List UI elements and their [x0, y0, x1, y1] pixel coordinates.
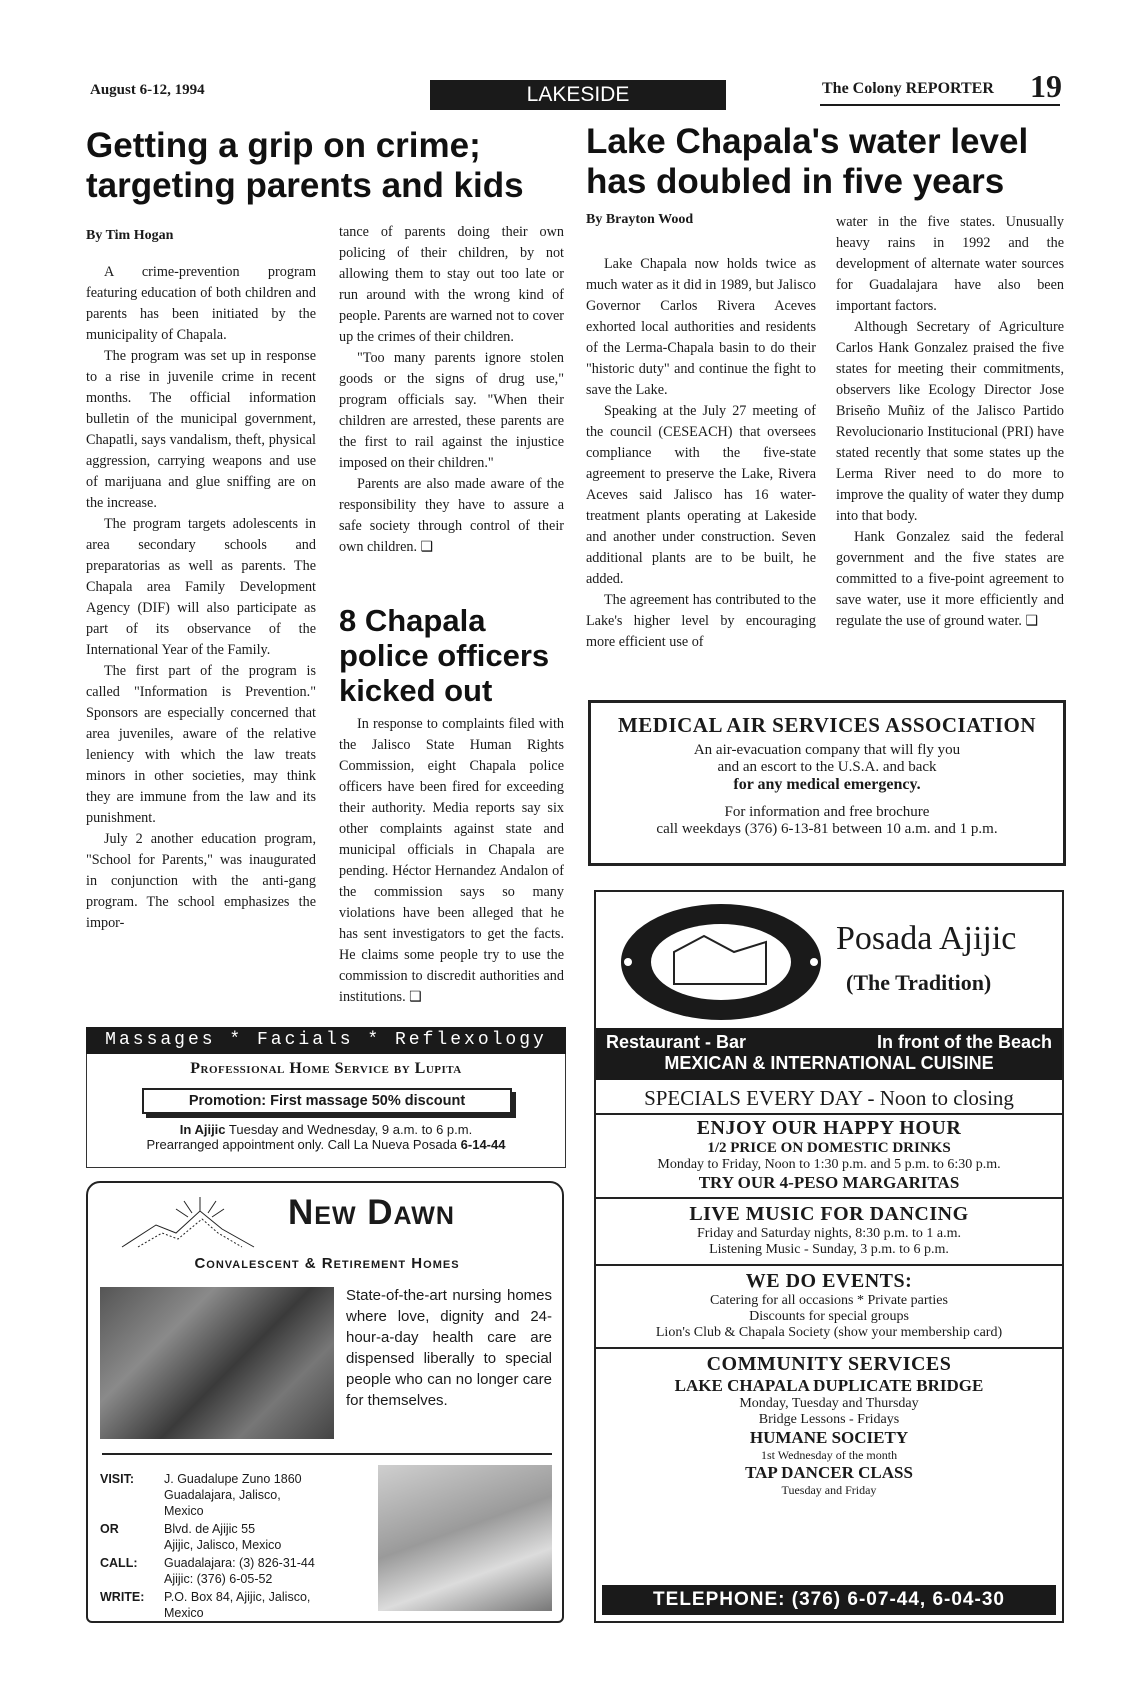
- massage-ad-phone: 6-14-44: [460, 1137, 506, 1152]
- massage-ad-booking: [87, 1137, 565, 1152]
- lake-column-2: [836, 212, 1064, 632]
- section-line: TAP DANCER CLASS: [745, 1463, 913, 1482]
- contact-label: OR: [100, 1522, 119, 1536]
- paragraph: Although Secretary of Agriculture Carlos Hank Gonzalez praised the five states for meeting their commitments, observers like Ecology Director Jose Briseño Muñiz of the Jalisco Partido Revolucionario Institucional (PRI) have stated recently that some states up the Lerma River need to do more to improve the quality of water they dump into that body.: [836, 319, 1064, 524]
- section-line: Discounts for special groups: [749, 1309, 909, 1324]
- contact-label: WRITE:: [100, 1590, 145, 1604]
- newspaper-name: The Colony REPORTER: [822, 80, 994, 97]
- section-title: ENJOY OUR HAPPY HOUR: [696, 1117, 962, 1139]
- paragraph: tance of parents doing their own policing of their children, by not allowing them to stay out too late or run around with the wrong kind of people. Parents are warned not to cover up the crimes of their children.: [339, 224, 564, 345]
- section-line: TRY OUR 4-PESO MARGARITAS: [698, 1173, 960, 1192]
- section-line: Monday, Tuesday and Thursday: [739, 1396, 919, 1411]
- section-line: Listening Music - Sunday, 3 p.m. to 6 p.m.: [709, 1242, 949, 1257]
- paragraph: The agreement has contributed to the Lake's higher level by encouraging more efficient use of: [586, 592, 816, 650]
- section-line: HUMANE SOCIETY: [749, 1428, 909, 1447]
- contact-line: Mexico: [164, 1504, 204, 1518]
- paragraph: "Too many parents ignore stolen goods or the signs of drug use," program officials say. "When their children are arrested, these parents are the first to rail against the injustice imposed on their children.": [339, 350, 564, 471]
- massage-ad-days: Tuesday and Wednesday, 9 a.m. to 6 p.m.: [228, 1122, 473, 1137]
- header-rule: [820, 104, 1060, 106]
- posada-cuisine-bar: [596, 1028, 1062, 1080]
- section-title: COMMUNITY SERVICES: [706, 1353, 952, 1375]
- crime-headline: Getting a grip on crime; targeting parents and kids: [86, 126, 524, 205]
- new-dawn-building-photo: [100, 1287, 334, 1439]
- posada-community: [596, 1347, 1062, 1502]
- lake-headline: Lake Chapala's water level has doubled in five years: [586, 122, 1029, 201]
- contact-lines: [164, 1471, 302, 1519]
- contact-line: J. Guadalupe Zuno 1860: [164, 1472, 302, 1486]
- new-dawn-contacts: [100, 1471, 370, 1621]
- posada-logo-area: [596, 892, 1062, 1028]
- contact-row: [100, 1471, 370, 1519]
- new-dawn-ad: [86, 1181, 564, 1623]
- paragraph: The program targets adolescents in area secondary schools and preparatorias as well as parents. The Chapala area Family Development Agency (DIF) will also participate as part of its observance of the International Year of the Family.: [86, 516, 316, 658]
- section-title: WE DO EVENTS:: [745, 1270, 913, 1292]
- posada-events: [596, 1264, 1062, 1347]
- new-dawn-divider: [102, 1453, 552, 1455]
- paragraph: Lake Chapala now holds twice as much water as it did in 1989, but Jalisco Governor Carlos Rivera Aceves exhorted local authorities and residents of the Lerma-Chapala basin to do their "historic duty" and continue the fight to save the Lake.: [586, 256, 816, 398]
- medical-ad-title: MEDICAL AIR SERVICES ASSOCIATION: [617, 713, 1037, 737]
- contact-line: Blvd. de Ajijic 55: [164, 1522, 256, 1536]
- lake-byline: By Brayton Wood: [586, 212, 694, 227]
- section-line: 1st Wednesday of the month: [760, 1448, 898, 1462]
- paragraph: Parents are also made aware of the responsibility they have to assure a safe society through control of their own children. ❑: [339, 476, 564, 555]
- medical-ad-phone: call weekdays (376) 6-13-81 between 10 a.m. and 1 p.m.: [656, 821, 998, 837]
- massage-ad-hours: [87, 1122, 565, 1137]
- contact-lines: [164, 1555, 315, 1587]
- paragraph: water in the five states. Unusually heavy rains in 1992 and the development of alternate water sources for Guadalajara have also been important factors.: [836, 214, 1064, 314]
- contact-line: P.O. Box 84, Ajijic, Jalisco,: [164, 1590, 311, 1604]
- section-line: Bridge Lessons - Fridays: [758, 1412, 900, 1427]
- paragraph: Hank Gonzalez said the federal government and the five states are committed to a five-point agreement to save water, use it more efficiently and regulate the use of ground water. ❑: [836, 529, 1064, 629]
- issue-date: August 6-12, 1994: [90, 82, 205, 98]
- section-line: 1/2 PRICE ON DOMESTIC DRINKS: [707, 1140, 951, 1156]
- massage-ad-banner: Massages * Facials * Reflexology: [86, 1027, 566, 1054]
- medical-air-ad: [588, 700, 1066, 866]
- crime-byline: By Tim Hogan: [86, 228, 174, 243]
- police-body: [339, 714, 564, 1008]
- section-line: Friday and Saturday nights, 8:30 p.m. to 1 a.m.: [696, 1226, 962, 1241]
- section-line: Catering for all occasions * Private parties: [710, 1293, 948, 1308]
- section-banner: LAKESIDE: [430, 80, 726, 110]
- section-line: Lion's Club & Chapala Society (show your membership card): [655, 1325, 1003, 1340]
- police-headline: 8 Chapala police officers kicked out: [339, 603, 550, 708]
- medical-ad-line: for any medical emergency.: [733, 776, 921, 793]
- medical-ad-line: For information and free brochure: [724, 804, 930, 820]
- posada-name: Posada Ajijic: [836, 920, 1017, 957]
- contact-line: Guadalajara, Jalisco,: [164, 1488, 281, 1502]
- posada-ajijic-ad: [594, 890, 1064, 1623]
- contact-row: [100, 1589, 370, 1621]
- posada-live-music: [596, 1197, 1062, 1264]
- contact-line: Guadalajara: (3) 826-31-44: [164, 1556, 315, 1570]
- new-dawn-name: New Dawn: [288, 1193, 455, 1232]
- medical-ad-line: An air-evacuation company that will fly you: [693, 742, 961, 758]
- paragraph: The first part of the program is called "Information is Prevention." Sponsors are especially concerned that area juveniles, aware of the relative leniency with which the law treats minors in other societies, may think they are immune from the law and its punishment.: [86, 663, 316, 826]
- contact-line: Mexico: [164, 1606, 204, 1620]
- section-line: Tuesday and Friday: [781, 1483, 877, 1497]
- medical-ad-line: and an escort to the U.S.A. and back: [717, 759, 937, 775]
- massage-ad-location: In Ajijic: [179, 1122, 226, 1137]
- posada-cuisine-text: MEXICAN & INTERNATIONAL CUISINE: [664, 1053, 994, 1073]
- massage-promo-box: Promotion: First massage 50% discount: [142, 1088, 512, 1114]
- paragraph: A crime-prevention program featuring education of both children and parents has been initiated by the municipality of Chapala.: [86, 264, 316, 343]
- posada-bar-right: In front of the Beach: [877, 1032, 1052, 1052]
- section-line: LAKE CHAPALA DUPLICATE BRIDGE: [674, 1376, 984, 1395]
- section-line: Monday to Friday, Noon to 1:30 p.m. and 5 p.m. to 6:30 p.m.: [657, 1157, 1001, 1172]
- page-number: 19: [1030, 68, 1062, 104]
- lake-column-1: [586, 254, 816, 653]
- posada-bar-left: Restaurant - Bar: [606, 1032, 747, 1052]
- crime-column-1: [86, 262, 316, 934]
- paragraph: The program was set up in response to a rise in juvenile crime in recent months. The official information bulletin of the municipal government, Chapatli, says vandalism, theft, physical aggression, carrying weapons and use of marijuana and glue sniffing are on the increase.: [86, 348, 316, 511]
- posada-specials: SPECIALS EVERY DAY - Noon to closing: [644, 1086, 1014, 1110]
- contact-row: [100, 1521, 370, 1553]
- new-dawn-subtitle: Convalescent & Retirement Homes: [194, 1255, 460, 1272]
- posada-happy-hour: [596, 1113, 1062, 1197]
- massage-ad-booking-text: Prearranged appointment only. Call La Nueva Posada: [146, 1137, 458, 1152]
- paragraph: In response to complaints filed with the Jalisco State Human Rights Commission, eight Chapala police officers have been fired for exceeding their authority. Media reports say six other complaints against state and municipal officials in Chapala are pending. Héctor Hernandez Andalon of the commission says so many violations have been alleged that he has sent investigators to get the facts. He claims some people try to use the commission to discredit authorities and institutions. ❑: [339, 716, 564, 1005]
- contact-lines: [164, 1521, 281, 1553]
- contact-row: [100, 1555, 370, 1587]
- massage-ad-service: Professional Home Service by Lupita: [190, 1060, 462, 1077]
- mountain-sun-icon: [118, 1193, 258, 1255]
- paragraph: July 2 another education program, "School for Parents," was inaugurated in conjunction with the anti-gang program. The school emphasizes the impor-: [86, 831, 316, 931]
- contact-label: VISIT:: [100, 1472, 135, 1486]
- contact-label: CALL:: [100, 1556, 138, 1570]
- paragraph: Speaking at the July 27 meeting of the council (CESEACH) that oversees compliance with the five-state agreement to preserve the Lake, Rivera Aceves said Jalisco has 16 water-treatment plants operating at Lakeside and another under construction. Seven additional plants are to be built, he added.: [586, 403, 816, 587]
- contact-line: Ajijic, Jalisco, Mexico: [164, 1538, 282, 1552]
- posada-logo-icon: [616, 900, 826, 1024]
- new-dawn-description: State-of-the-art nursing homes where love, dignity and 24-hour-a-day health care are dispensed liberally to special people who can no longer care for themselves.: [346, 1287, 552, 1409]
- new-dawn-room-photo: [378, 1465, 552, 1611]
- posada-tagline: (The Tradition): [846, 970, 992, 995]
- contact-lines: [164, 1589, 310, 1621]
- crime-column-2: [339, 222, 564, 558]
- section-title: LIVE MUSIC FOR DANCING: [689, 1203, 969, 1225]
- contact-line: Ajijic: (376) 6-05-52: [164, 1572, 273, 1586]
- posada-phone-bar: TELEPHONE: (376) 6-07-44, 6-04-30: [602, 1585, 1056, 1615]
- posada-bar-top: [606, 1032, 1052, 1053]
